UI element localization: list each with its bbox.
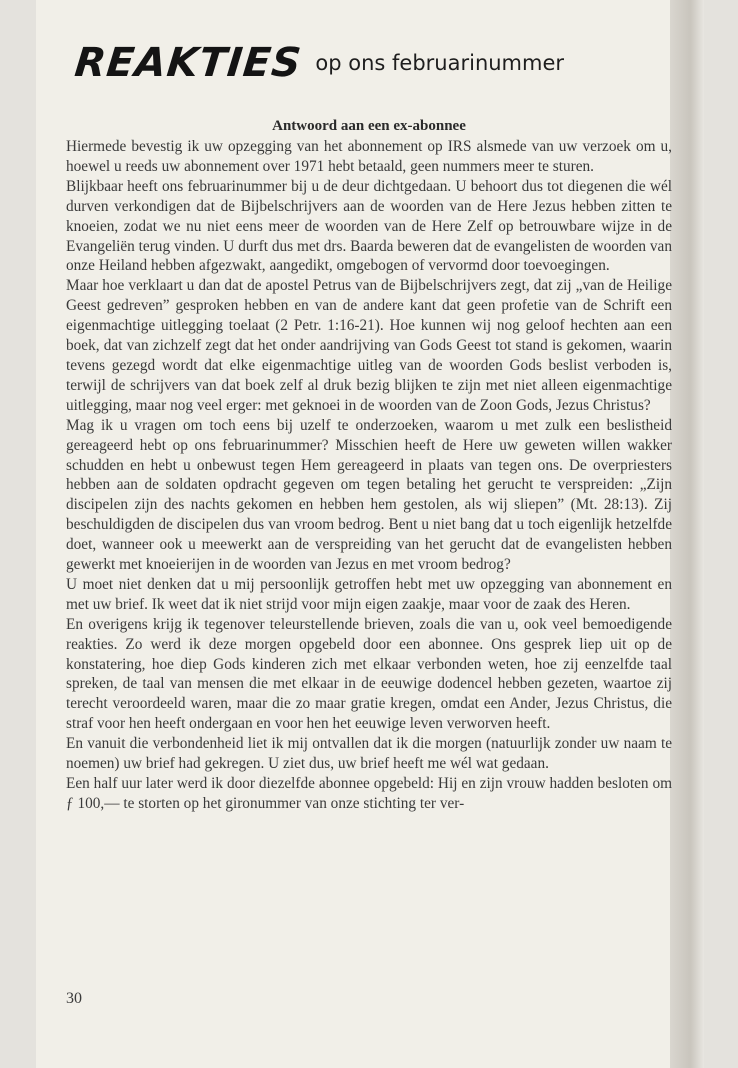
page-header — [72, 40, 675, 90]
header-subtitle: op ons februarinummer — [315, 51, 565, 75]
paragraph: En vanuit die verbondenheid liet ik mij ontvallen dat ik die morgen (natuurlijk zonder uw naam te noemen) uw brief had gekregen. U ziet dus, uw brief heeft me wél wat gedaan. — [66, 735, 672, 773]
paragraph: Een half uur later werd ik door diezelfde abonnee opgebeld: Hij en zijn vrouw hadden besloten om ƒ 100,— te storten op het gironummer van onze stichting ter ver- — [66, 775, 672, 812]
article-title: Antwoord aan een ex-abonnee — [272, 118, 466, 134]
page-number: 30 — [66, 990, 82, 1007]
article-body — [66, 137, 672, 814]
paragraph: Hiermede bevestig ik uw opzegging van het abonnement op IRS alsmede van uw verzoek om u, hoewel u reeds uw abonnement over 1971 hebt betaald, geen nummers meer te sturen. — [66, 138, 672, 175]
paragraph: U moet niet denken dat u mij persoonlijk getroffen hebt met uw opzegging van abonnement en met uw brief. Ik weet dat ik niet strijd voor mijn eigen zaakje, maar voor de zaak des Heren. — [66, 575, 672, 613]
paragraph: Mag ik u vragen om toch eens bij uzelf te onderzoeken, waarom u met zulk een beslistheid gereageerd hebt op ons februarinummer? Misschien heeft de Here uw geweten willen wakker schudden en hebt u onbewust tegen Hem gereageerd in plaats van tegen ons. De overpriesters hebben aan de soldaten opdracht gegeven om tegen betaling het gerucht te verspreiden: „Zijn discipelen zijn des nachts gekomen en hebben hem gestolen, als wij sliepen” (Mt. 28:13). Zij beschuldigden de discipelen dus van vroom bedrog. Bent u niet bang dat u toch eigenlijk hetzelfde doet, wanneer ook u meewerkt aan de verspreiding van het gerucht dat de evangelisten hebben gewerkt met knoeierijen in de woorden van Jezus en met vroom bedrog? — [66, 416, 672, 574]
paragraph: En overigens krijg ik tegenover teleurstellende brieven, zoals die van u, ook veel bemoedigende reakties. Zo werd ik deze morgen opgebeld door een abonnee. Ons gesprek liep uit op de konstatering, hoe diep Gods kinderen zich met elkaar verbonden weten, hoe zij eenzelfde taal spreken, de taal van mensen die met elkaar in de eeuwige dodencel hebben gezeten, waartoe zij terecht veroordeeld waren, maar die zo maar gratie kregen, omdat een Ander, Jezus Christus, die straf voor hen heeft ondergaan en voor hen het eeuwige leven verworven heeft. — [66, 615, 672, 733]
header-title: REAKTIES — [72, 40, 304, 86]
paragraph: Blijkbaar heeft ons februarinummer bij u de deur dichtgedaan. U behoort dus tot diegenen die wél durven verkondigen dat de Bijbelschrijvers aan de woorden van de Here Jezus hebben zitten te knoeien, zodat we nu niet eens meer de woorden van de Here Zelf op betrouwbare wijze in de Evangeliën terug vinden. U durft dus met drs. Baarda beweren dat de evangelisten de woorden van onze Heiland hebben afgezwakt, aangedikt, omgebogen of vervormd door toevoegingen. — [66, 177, 672, 275]
paragraph: Maar hoe verklaart u dan dat de apostel Petrus van de Bijbelschrijvers zegt, dat zij „van de Heilige Geest gedreven” gesproken hebben en van de andere kant dat geen profetie van de Schrift een eigenmachtige uitlegging toelaat (2 Petr. 1:16-21). Hoe kunnen wij nog geloof hechten aan een boek, dat van zichzelf zegt dat het onder aandrijving van Gods Geest tot stand is gekomen, waarin tevens gezegd wordt dat elke eigenmachtige uitleg van de woorden Gods beslist verboden is, terwijl de schrijvers van dat boek zelf al druk bezig blijken te zijn met niet alleen eigenmachtige uitlegging, maar nog veel erger: met geknoei in de woorden van de Zoon Gods, Jezus Christus? — [66, 277, 672, 414]
page-edge — [670, 0, 704, 1068]
